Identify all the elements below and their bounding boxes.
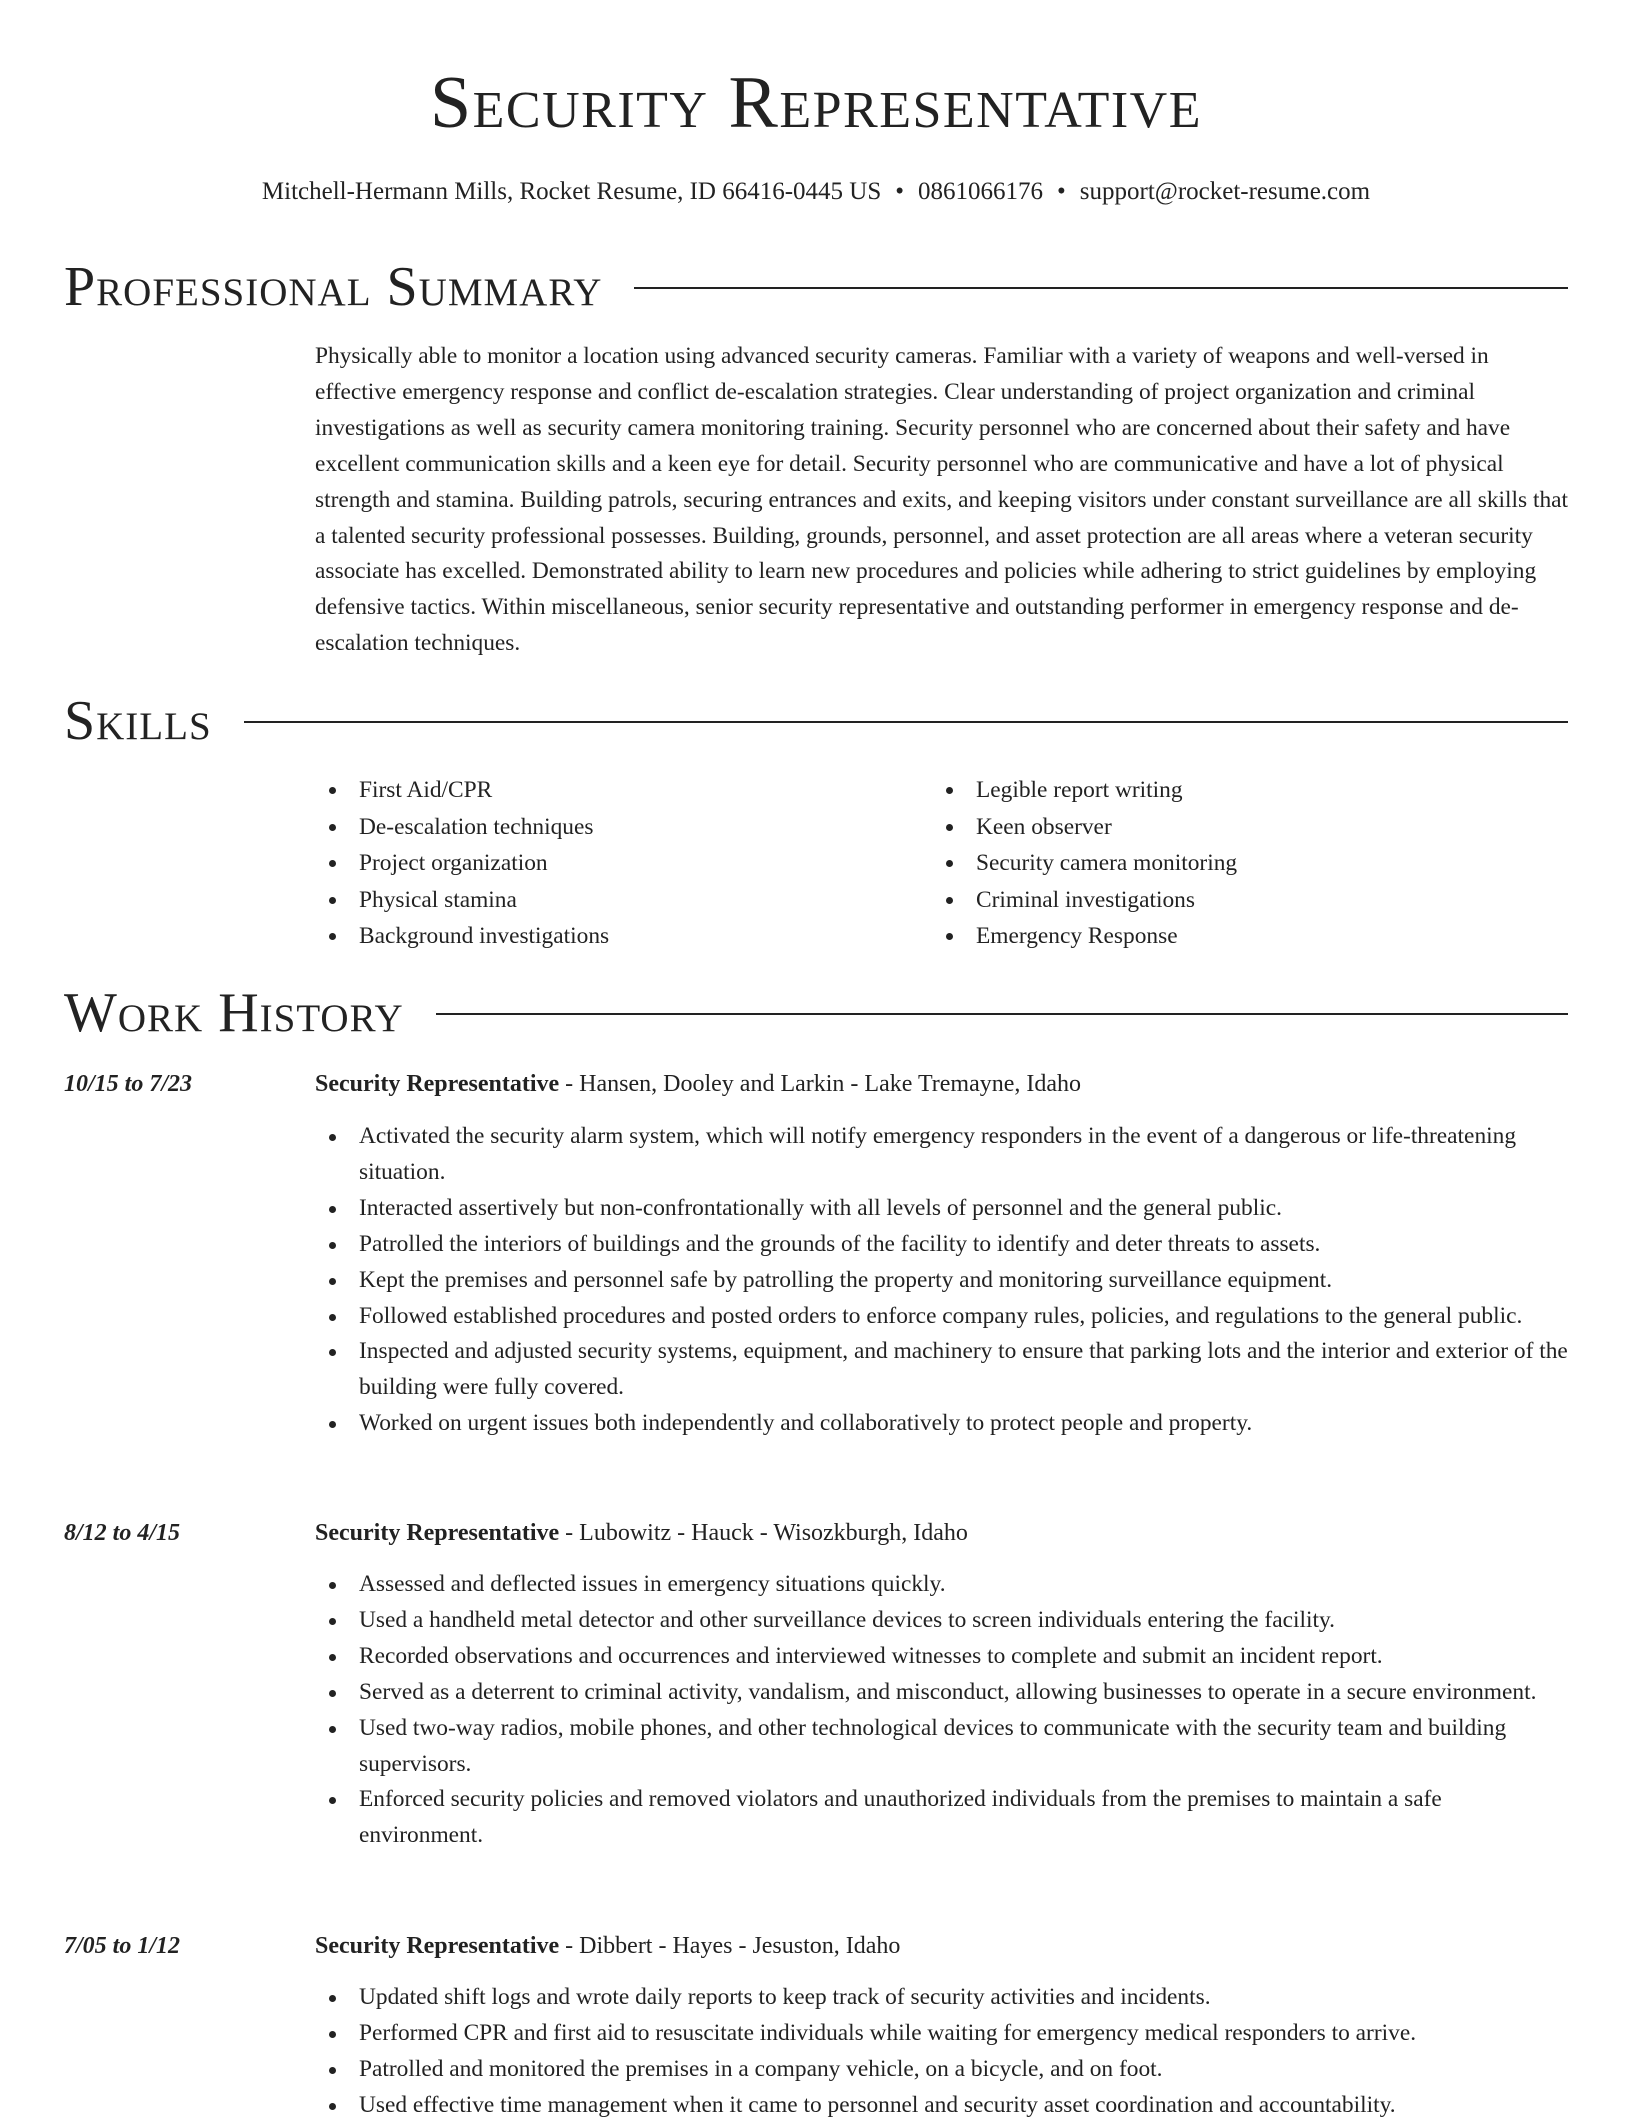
section-divider — [244, 721, 1568, 723]
job-dates: 8/12 to 4/15 — [64, 1520, 181, 1546]
job-duties — [315, 1119, 1570, 1442]
skill-item: De-escalation techniques — [315, 809, 915, 846]
contact-email: support@rocket-resume.com — [1079, 178, 1371, 205]
skill-item: Project organization — [315, 845, 915, 882]
skills-column-right — [932, 772, 1572, 955]
section-heading-skills — [64, 686, 1568, 756]
section-divider — [634, 287, 1568, 289]
duty-item: Enforced security policies and removed violators and unauthorized individuals from the premises to maintain a safe environment. — [315, 1782, 1570, 1854]
duty-item: Inspected and adjusted security systems, equipment, and machinery to ensure that parking lots and the interior and exterior of the building were fully covered. — [315, 1334, 1570, 1406]
duty-item: Served as a deterrent to criminal activity, vandalism, and misconduct, allowing businesses to operate in a secure environment. — [315, 1675, 1570, 1711]
section-title-summary: Professional Summary — [64, 256, 603, 318]
job-role: Security Representative — [315, 1933, 560, 1959]
duty-item: Assessed and deflected issues in emergency situations quickly. — [315, 1567, 1570, 1603]
skill-item: Background investigations — [315, 918, 915, 955]
duty-item: Interacted assertively but non-confrontationally with all levels of personnel and the general public. — [315, 1191, 1570, 1227]
job-employer-location: - Hansen, Dooley and Larkin - Lake Tremayne, Idaho — [559, 1071, 1082, 1097]
duty-item: Used a handheld metal detector and other surveillance devices to screen individuals entering the facility. — [315, 1603, 1570, 1639]
duty-item: Used effective time management when it came to personnel and security asset coordination and accountability. — [315, 2088, 1570, 2124]
skill-item: Emergency Response — [932, 918, 1572, 955]
job-duties — [315, 1980, 1570, 2124]
job-duties-list — [315, 1567, 1570, 1854]
skills-list-right — [932, 772, 1572, 955]
duty-item: Patrolled the interiors of buildings and the grounds of the facility to identify and deter threats to assets. — [315, 1227, 1570, 1263]
contact-line — [0, 174, 1632, 210]
duty-item: Followed established procedures and posted orders to enforce company rules, policies, and regulations to the general public. — [315, 1299, 1570, 1335]
job-employer-location: - Dibbert - Hayes - Jesuston, Idaho — [559, 1933, 901, 1959]
skills-column-left — [315, 772, 915, 955]
job-employer-location: - Lubowitz - Hauck - Wisozkburgh, Idaho — [559, 1520, 968, 1546]
job-role: Security Representative — [315, 1520, 560, 1546]
contact-separator: • — [895, 178, 905, 205]
skill-item: Security camera monitoring — [932, 845, 1572, 882]
skills-list-left — [315, 772, 915, 955]
job-dates: 7/05 to 1/12 — [64, 1933, 181, 1959]
section-title-work-history: Work History — [64, 982, 404, 1044]
job-title-line — [315, 1066, 1081, 1102]
job-duties-list — [315, 1119, 1570, 1442]
skill-item: Legible report writing — [932, 772, 1572, 809]
job-role: Security Representative — [315, 1071, 560, 1097]
contact-phone: 0861066176 — [918, 178, 1044, 205]
job-duties — [315, 1567, 1570, 1854]
skill-item: Keen observer — [932, 809, 1572, 846]
job-dates: 10/15 to 7/23 — [64, 1071, 193, 1097]
duty-item: Recorded observations and occurrences and interviewed witnesses to complete and submit an incident report. — [315, 1639, 1570, 1675]
duty-item: Kept the premises and personnel safe by patrolling the property and monitoring surveillance equipment. — [315, 1263, 1570, 1299]
resume-name-title: Security Representative — [430, 62, 1202, 144]
section-title-skills: Skills — [64, 690, 212, 752]
skill-item: First Aid/CPR — [315, 772, 915, 809]
contact-address: Mitchell-Hermann Mills, Rocket Resume, ID 66416-0445 US — [261, 178, 882, 205]
duty-item: Used two-way radios, mobile phones, and other technological devices to communicate with the security team and building supervisors. — [315, 1711, 1570, 1783]
contact-separator: • — [1057, 178, 1066, 205]
job-duties-list — [315, 1980, 1570, 2124]
duty-item: Worked on urgent issues both independently and collaboratively to protect people and property. — [315, 1406, 1570, 1442]
skill-item: Criminal investigations — [932, 882, 1572, 919]
summary-paragraph: Physically able to monitor a location using advanced security cameras. Familiar with a variety of weapons and well-versed in effective emergency response and conflict de-escalation strategies. Clear understanding of project organization and criminal investigations as well as security camera monitoring training. Security personnel who are concerned about their safety and have excellent communication skills and a keen eye for detail. Security personnel who are communicative and have a lot of physical strength and stamina. Building patrols, securing entrances and exits, and keeping visitors under constant surveillance are all skills that a talented security professional possesses. Building, grounds, personnel, and asset protection are all areas where a veteran security associate has excelled. Demonstrated ability to learn new procedures and policies while adhering to strict guidelines by employing defensive tactics. Within miscellaneous, senior security representative and outstanding performer in emergency response and de-escalation techniques. — [315, 343, 1569, 657]
job-title-line — [315, 1928, 900, 1964]
section-heading-work-history — [64, 978, 1568, 1048]
section-heading-summary — [64, 252, 1568, 322]
section-divider — [436, 1013, 1568, 1015]
skill-item: Physical stamina — [315, 882, 915, 919]
duty-item: Updated shift logs and wrote daily reports to keep track of security activities and incidents. — [315, 1980, 1570, 2016]
job-title-line — [315, 1515, 968, 1551]
duty-item: Activated the security alarm system, which will notify emergency responders in the event of a dangerous or life-threatening situation. — [315, 1119, 1570, 1191]
duty-item: Performed CPR and first aid to resuscitate individuals while waiting for emergency medical responders to arrive. — [315, 2016, 1570, 2052]
duty-item: Patrolled and monitored the premises in a company vehicle, on a bicycle, and on foot. — [315, 2052, 1570, 2088]
